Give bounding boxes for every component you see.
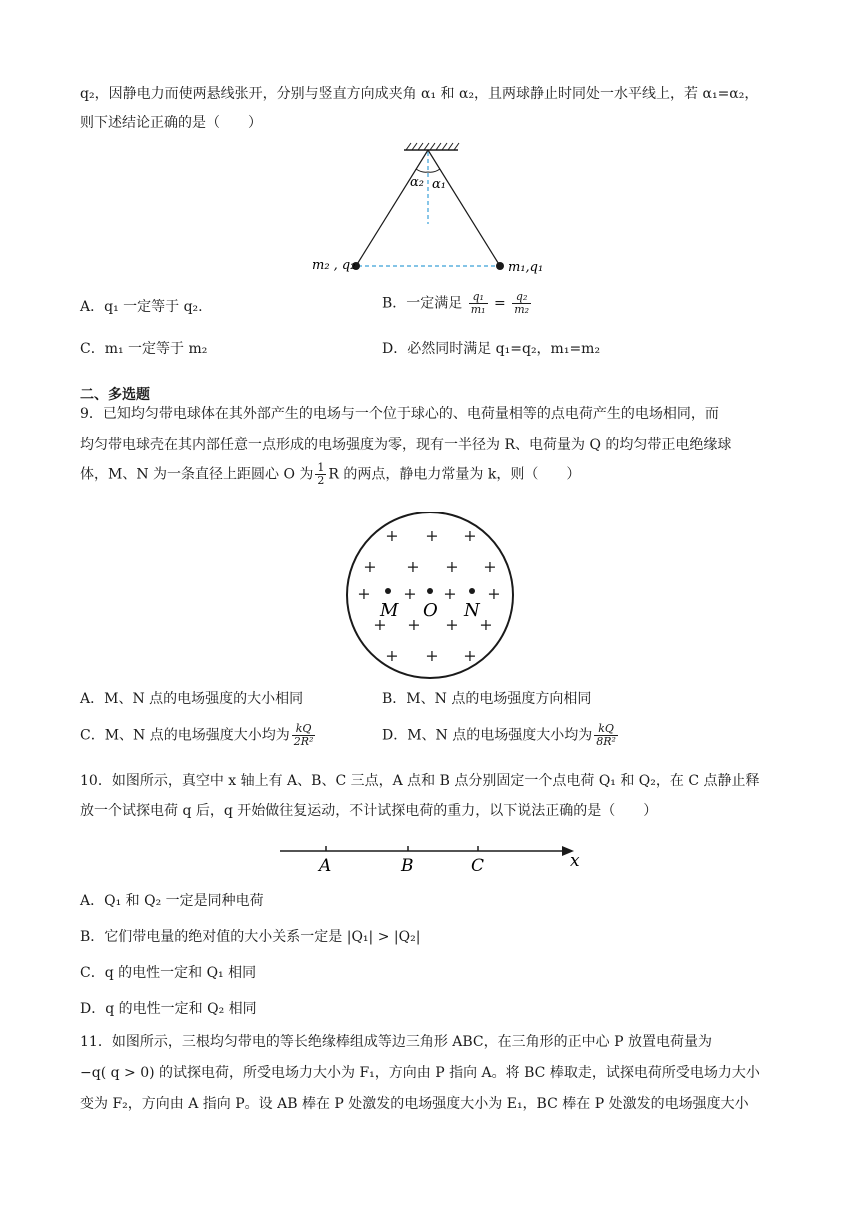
svg-text:+: + (403, 584, 417, 603)
q9-option-d-prefix: D．M、N 点的电场强度大小均为 (382, 727, 593, 744)
q9-option-d-fraction (594, 723, 618, 748)
svg-text:+: + (363, 557, 377, 576)
q8-option-b-fraction-2 (512, 291, 531, 316)
point-o-label: O (423, 600, 438, 621)
svg-text:+: + (406, 557, 420, 576)
left-string (356, 150, 428, 266)
right-string (428, 150, 500, 266)
svg-text:+: + (463, 646, 477, 665)
q8-option-a: A．q₁ 一定等于 q₂. (80, 299, 203, 315)
axis-x-label: x (570, 851, 580, 871)
q10-option-a: A．Q₁ 和 Q₂ 一定是同种电荷 (80, 893, 264, 909)
alpha2-arc (416, 169, 428, 172)
q10-option-b: B．它们带电量的绝对值的大小关系一定是 |Q₁| > |Q₂| (80, 929, 421, 945)
alpha2-label: α₂ (410, 175, 424, 190)
alpha1-arc (428, 169, 440, 172)
q9-option-a: A．M、N 点的电场强度的大小相同 (80, 691, 304, 707)
fraction-numerator: q₂ (512, 291, 531, 304)
point-a-label: A (319, 856, 332, 876)
q8-option-b-prefix: B．一定满足 (382, 295, 463, 312)
q11-text-line-1: 11．如图所示，三根均匀带电的等长绝缘棒组成等边三角形 ABC，在三角形的正中心 P 放置电荷量为 (80, 1034, 712, 1050)
ceiling-hatching (406, 143, 459, 150)
fraction-numerator: kQ (594, 723, 618, 736)
svg-text:+: + (407, 615, 421, 634)
svg-text:+: + (479, 615, 493, 634)
q9-charged-sphere-figure (340, 512, 520, 682)
half-fraction (315, 462, 326, 487)
q9-option-d (382, 723, 620, 748)
fraction-denominator: 8R² (596, 735, 616, 748)
alpha1-label: α₁ (432, 177, 446, 192)
q11-text-line-3: 变为 F₂，方向由 A 指向 P。设 AB 棒在 P 处激发的电场强度大小为 E₁，BC 棒在 P 处激发的电场强度大小 (80, 1096, 749, 1112)
svg-text:+: + (445, 615, 459, 634)
left-ball-label: m₂ , q₂ (312, 258, 356, 273)
q9-option-c-fraction (292, 723, 316, 748)
q8-pendulum-figure (300, 138, 580, 278)
q8-option-c: C．m₁ 一定等于 m₂ (80, 341, 208, 357)
plus-signs (357, 526, 500, 665)
equals-sign: = (494, 295, 506, 312)
svg-text:+: + (385, 526, 399, 545)
q10-option-c: C．q 的电性一定和 Q₁ 相同 (80, 965, 257, 981)
svg-text:+: + (373, 615, 387, 634)
right-ball-label: m₁,q₁ (508, 260, 544, 275)
fraction-numerator: kQ (292, 723, 316, 736)
q10-text-line-1: 10．如图所示，真空中 x 轴上有 A、B、C 三点，A 点和 B 点分别固定一个点电荷 Q₁ 和 Q₂，在 C 点静止释 (80, 773, 760, 789)
right-ball (496, 262, 504, 270)
svg-text:+: + (463, 526, 477, 545)
svg-text:+: + (443, 584, 457, 603)
svg-text:+: + (483, 557, 497, 576)
fraction-numerator: 1 (317, 461, 325, 474)
q9-line-3-end: R 的两点，静电力常量为 k，则（ ） (328, 466, 581, 483)
fraction-denominator: 2R² (293, 735, 314, 748)
q8-option-b-fraction-1 (469, 291, 488, 316)
q8-option-d: D．必然同时满足 q₁=q₂，m₁=m₂ (382, 341, 601, 357)
fraction-denominator: 2 (317, 474, 325, 487)
q8-text-line-1: q₂，因静电力而使两悬线张开，分别与竖直方向成夹角 α₁ 和 α₂，且两球静止时同处一水平线上，若 α₁=α₂， (80, 86, 759, 102)
fraction-denominator: m₁ (470, 303, 486, 316)
q11-text-line-2: −q( q > 0) 的试探电荷，所受电场力大小为 F₁，方向由 P 指向 A。将 BC 棒取走，试探电荷所受电场力大小 (80, 1065, 760, 1081)
svg-text:+: + (357, 584, 371, 603)
point-o-dot (427, 588, 433, 594)
svg-text:+: + (445, 557, 459, 576)
q9-text-line-1: 9．已知均匀带电球体在其外部产生的电场与一个位于球心的、电荷量相等的点电荷产生的电场相同，而 (80, 406, 719, 422)
point-n-label: N (464, 600, 480, 621)
svg-text:+: + (425, 646, 439, 665)
svg-text:+: + (425, 526, 439, 545)
fraction-numerator: q₁ (469, 291, 488, 304)
q9-line-3-start: 体，M、N 为一条直径上距圆心 O 为 (80, 466, 314, 483)
q9-option-c-prefix: C．M、N 点的电场强度大小均为 (80, 727, 290, 744)
section-heading: 二、多选题 (80, 387, 150, 403)
q8-text-line-2: 则下述结论正确的是（ ） (80, 115, 262, 131)
q8-option-b (382, 291, 533, 316)
q10-text-line-2: 放一个试探电荷 q 后，q 开始做往复运动，不计试探电荷的重力，以下说法正确的是（ ） (80, 803, 658, 819)
q9-option-c (80, 723, 317, 748)
fraction-denominator: m₂ (514, 303, 530, 316)
point-n-dot (469, 588, 475, 594)
svg-text:+: + (385, 646, 399, 665)
q9-text-line-2: 均匀带电球壳在其内部任意一点形成的电场强度为零，现有一半径为 R、电荷量为 Q 的均匀带正电绝缘球 (80, 437, 732, 453)
point-c-label: C (471, 856, 485, 876)
point-m-label: M (380, 600, 399, 621)
q9-text-line-3 (80, 462, 580, 487)
q9-option-b: B．M、N 点的电场强度方向相同 (382, 691, 592, 707)
q10-x-axis-figure (270, 838, 590, 878)
point-m-dot (385, 588, 391, 594)
q10-option-d: D．q 的电性一定和 Q₂ 相同 (80, 1001, 257, 1017)
svg-text:+: + (487, 584, 501, 603)
point-b-label: B (401, 856, 414, 876)
